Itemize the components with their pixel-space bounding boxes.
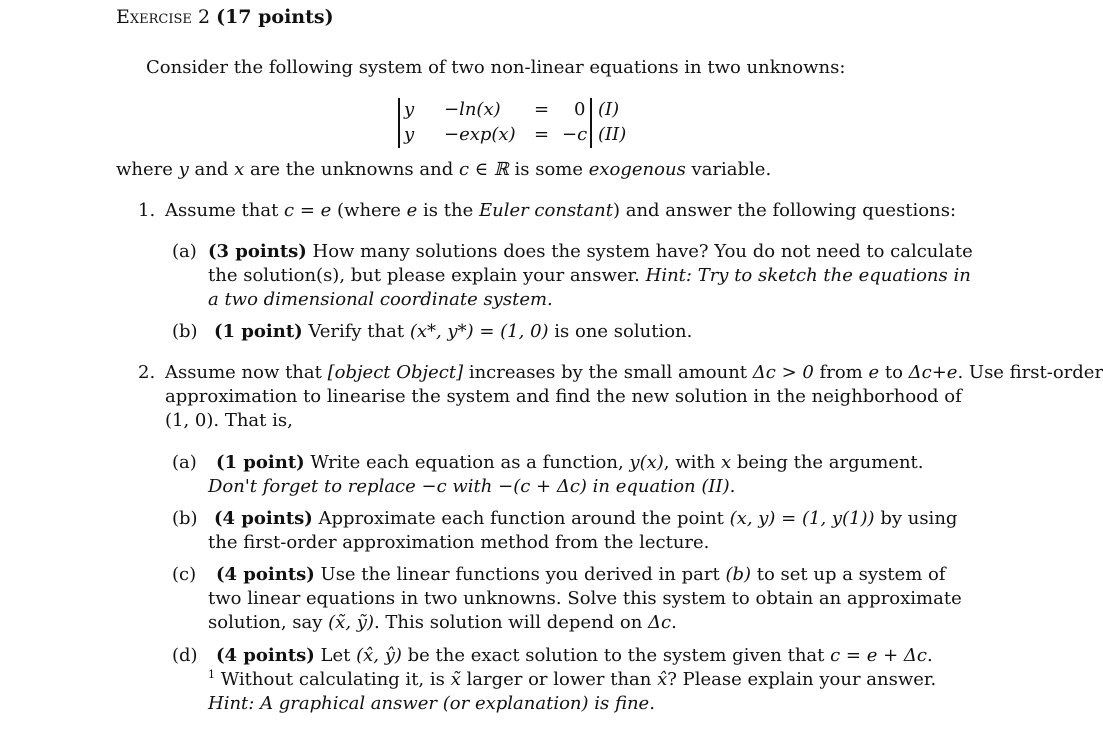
where-text-5: variable. bbox=[685, 159, 772, 180]
where-c-in-r: c ∈ ℝ bbox=[458, 159, 509, 180]
q2a-label: (a) bbox=[172, 452, 197, 473]
q1a-line-2 bbox=[208, 264, 971, 288]
q2d-footnote-mark: 1 bbox=[208, 668, 215, 681]
q2b-label: (b) bbox=[172, 508, 198, 529]
exercise-title-word: Exercise bbox=[116, 6, 192, 28]
q1a-text-1: How many solutions does the system have? You do not need to calculate bbox=[306, 241, 973, 262]
eq1-term: −ln(x) bbox=[444, 99, 501, 120]
q2b-point: (x, y) = (1, y(1)) bbox=[729, 508, 875, 529]
q2-delta-c: Δc > 0 bbox=[752, 362, 814, 383]
q2-line-2: approximation to linearise the system and find the new solution in the neighborhood of bbox=[165, 386, 962, 407]
q2d-text-1b: be the exact solution to the system given that bbox=[401, 645, 831, 666]
eq2-equals: = bbox=[534, 124, 550, 145]
q2-c: [object Object] bbox=[327, 362, 464, 383]
q2c-text-1b: to set up a system of bbox=[751, 564, 946, 585]
q2d-points: (4 points) bbox=[216, 645, 315, 666]
q2-delta-c-plus-e: Δc+e bbox=[908, 362, 958, 383]
where-text-3: are the unknowns and bbox=[244, 159, 459, 180]
q2a-text-1c: being the argument. bbox=[731, 452, 924, 473]
q2-text-1e: . Use first-order bbox=[957, 362, 1103, 383]
q2c-text-3b: . This solution will depend on bbox=[373, 612, 649, 633]
q2b-line-1 bbox=[214, 507, 957, 531]
where-text-1: where bbox=[116, 159, 179, 180]
q1-text bbox=[165, 199, 956, 223]
q2a-y-of-x: y(x) bbox=[629, 452, 664, 473]
equation-row-1 bbox=[398, 98, 630, 122]
where-exogenous: exogenous bbox=[588, 159, 686, 180]
q1b-points: (1 point) bbox=[214, 321, 303, 342]
q2d-c-equals: c = e + Δc bbox=[830, 645, 927, 666]
q2c-line-2: two linear equations in two unknowns. Solve this system to obtain an approximate bbox=[208, 588, 962, 609]
q2b-text-1a: Approximate each function around the point bbox=[312, 508, 730, 529]
eq2-rhs: −c bbox=[562, 124, 588, 145]
q2b-points: (4 points) bbox=[214, 508, 313, 529]
q2c-text-3c: . bbox=[671, 612, 677, 633]
q1a-label: (a) bbox=[172, 241, 197, 262]
q2a-points: (1 point) bbox=[216, 452, 305, 473]
q2-text-1c: from bbox=[813, 362, 869, 383]
q1-euler: Euler constant bbox=[478, 200, 613, 221]
q2-text-1a: Assume now that bbox=[165, 362, 328, 383]
eq2-var: y bbox=[404, 124, 415, 145]
q1b-label: (b) bbox=[172, 321, 198, 342]
q2d-text-2a: Without calculating it, is bbox=[215, 669, 451, 690]
q1-text-c: is the bbox=[417, 200, 479, 221]
q2d-label: (d) bbox=[172, 645, 198, 666]
eq1-equals: = bbox=[534, 99, 550, 120]
q1-text-b: (where bbox=[331, 200, 407, 221]
q2a-x: x bbox=[720, 452, 732, 473]
q2c-approx-solution: (x̃, ỹ) bbox=[328, 612, 374, 633]
where-text-4: is some bbox=[508, 159, 589, 180]
where-var-x: x bbox=[234, 159, 245, 180]
q1b-text: Verify that bbox=[302, 321, 410, 342]
q1-e: e bbox=[406, 200, 418, 221]
q1a-points: (3 points) bbox=[208, 241, 307, 262]
q2d-x-hat: x̂ bbox=[657, 669, 668, 690]
q1b-math: (x*, y*) = (1, 0) bbox=[409, 321, 549, 342]
equation-row-2 bbox=[398, 123, 630, 147]
q2c-line-1 bbox=[216, 563, 945, 587]
where-var-y: y bbox=[178, 159, 189, 180]
where-text-2: and bbox=[188, 159, 235, 180]
q2c-points: (4 points) bbox=[216, 564, 315, 585]
q1a-text-2: the solution(s), but please explain your answer. bbox=[208, 265, 646, 286]
q2a-line-1 bbox=[216, 451, 924, 475]
q1a-hint: Hint: Try to sketch the equations in bbox=[645, 265, 971, 286]
exercise-points: (17 points) bbox=[216, 6, 334, 28]
q1-c-equals-e: c = e bbox=[284, 200, 332, 221]
eq1-rhs: 0 bbox=[574, 99, 586, 120]
q2c-delta-c: Δc bbox=[648, 612, 672, 633]
eq1-var: y bbox=[404, 99, 415, 120]
q1-text-d: ) and answer the following questions: bbox=[612, 200, 957, 221]
where-line bbox=[116, 158, 771, 182]
q2-text-1d: to bbox=[879, 362, 909, 383]
q2-number: 2. bbox=[138, 362, 156, 383]
q2d-hint: Hint: A graphical answer (or explanation) is fine. bbox=[208, 693, 655, 714]
q2c-text-3a: solution, say bbox=[208, 612, 329, 633]
q2d-text-1a: Let bbox=[314, 645, 357, 666]
exercise-title bbox=[116, 6, 334, 28]
q2d-line-1 bbox=[216, 644, 933, 668]
q2b-line-2: the first-order approximation method from the lecture. bbox=[208, 532, 710, 553]
q2-line-3: (1, 0). That is, bbox=[165, 410, 293, 431]
q2c-label: (c) bbox=[172, 564, 197, 585]
eq2-term: −exp(x) bbox=[444, 124, 516, 145]
q2d-line-2 bbox=[208, 668, 936, 692]
eq1-label: (I) bbox=[598, 99, 620, 120]
q2a-text-1a: Write each equation as a function, bbox=[304, 452, 630, 473]
q1-number: 1. bbox=[138, 200, 156, 221]
q1b-line bbox=[214, 320, 692, 344]
q1-text-a: Assume that bbox=[165, 200, 285, 221]
equation-system bbox=[398, 98, 630, 148]
q2d-text-1c: . bbox=[926, 645, 933, 666]
q1a-line-3: a two dimensional coordinate system. bbox=[208, 289, 553, 310]
q2d-text-2c: ? Please explain your answer. bbox=[667, 669, 937, 690]
q2-e: e bbox=[868, 362, 880, 383]
q2c-part-b: (b) bbox=[725, 564, 752, 585]
q2d-x-tilde: x̃ bbox=[450, 669, 461, 690]
q2a-line-2: Don't forget to replace −c with −(c + Δc) in equation (II). bbox=[208, 476, 736, 497]
q1a-line-1 bbox=[208, 240, 973, 264]
q2-text-1b: increases by the small amount bbox=[463, 362, 753, 383]
q1b-text-2: is one solution. bbox=[548, 321, 693, 342]
eq2-label: (II) bbox=[598, 124, 627, 145]
q2-line-1 bbox=[165, 361, 1103, 385]
q2c-line-3 bbox=[208, 611, 677, 635]
q2d-exact-solution: (x̂, ŷ) bbox=[356, 645, 402, 666]
q2d-text-2b: larger or lower than bbox=[460, 669, 658, 690]
q2b-text-1b: by using bbox=[874, 508, 958, 529]
exercise-number: 2 bbox=[197, 6, 211, 28]
q2c-text-1a: Use the linear functions you derived in part bbox=[314, 564, 726, 585]
q2a-text-1b: , with bbox=[663, 452, 721, 473]
intro-text: Consider the following system of two non-linear equations in two unknowns: bbox=[146, 57, 846, 78]
